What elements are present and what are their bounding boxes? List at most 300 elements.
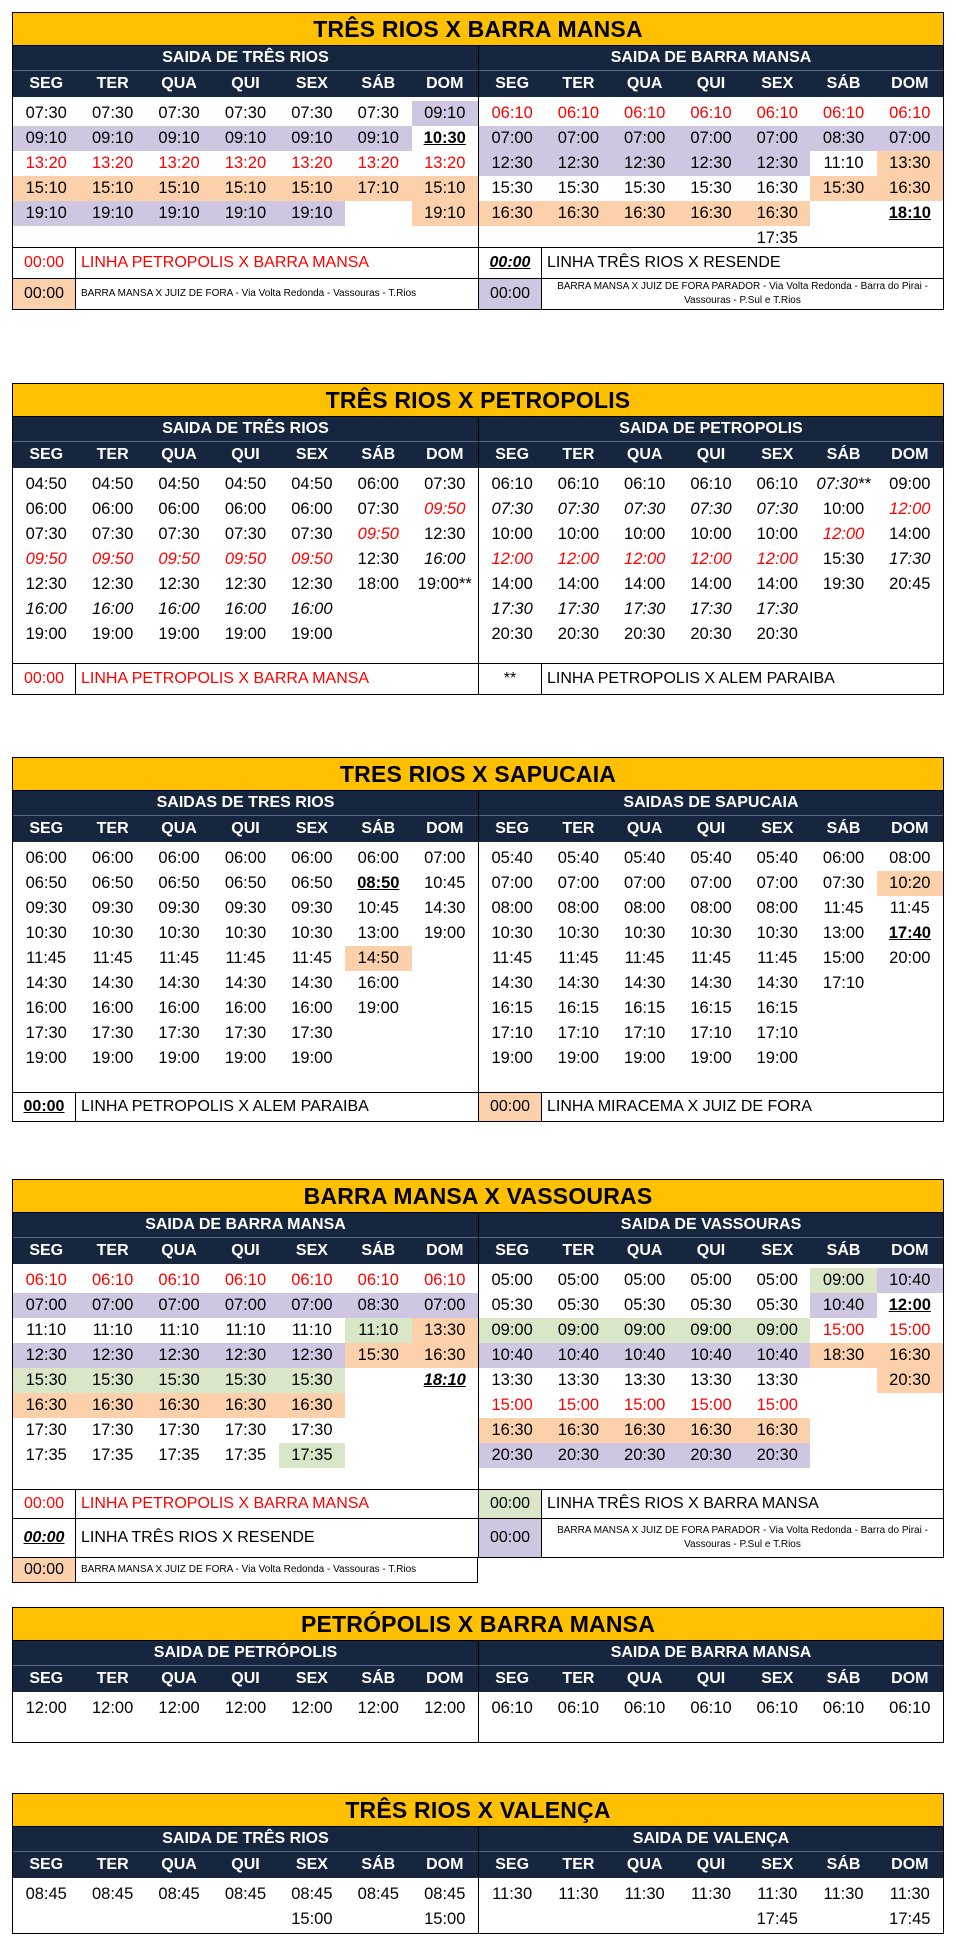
time-cell: 07:00 [744,126,810,151]
time-cell: 10:00 [690,525,732,543]
schedule-row [13,871,478,896]
time-cell: 10:30 [491,924,533,942]
time-cell: 06:00 [91,500,134,518]
departures-left [13,1827,478,1933]
time-cell: 10:30 [423,129,466,147]
time-cell: 12:00 [357,1699,399,1717]
schedule-row [479,1268,943,1293]
time-cell: 15:30 [79,1368,145,1393]
time-cell: 16:30 [744,201,810,226]
time-cell: 07:00 [624,874,666,892]
schedule-row [13,1443,478,1468]
time-cell: 09:50 [224,550,267,568]
time-cell: 11:45 [889,899,930,917]
weekday-label: SEX [761,446,794,463]
schedule-row [479,1443,943,1468]
time-cell: 11:45 [690,949,732,967]
time-cell: 13:20 [357,154,399,172]
time-cell: 19:10 [279,201,345,226]
weekday-label: QUI [696,820,726,837]
time-cell: 14:50 [345,946,411,971]
time-cell: 12:00 [756,550,798,568]
legend-swatch: 00:00 [479,248,542,278]
weekday-label: DOM [891,1670,929,1687]
weekday-header [479,70,943,97]
time-cell: 11:45 [159,949,200,967]
schedule-row [479,871,943,896]
time-cell: 15:30 [345,1343,411,1368]
schedule-row [13,1907,478,1932]
time-cell: 07:30 [624,500,666,518]
time-cell: 12:30 [479,151,545,176]
time-cell: 19:00** [417,575,472,593]
time-cell: 20:00 [889,949,931,967]
time-cell: 10:00 [756,525,798,543]
time-cell: 11:30 [624,1885,665,1903]
schedule-row [479,1343,943,1368]
departures-right [478,791,943,1092]
time-cell: 17:30 [557,600,600,618]
weekday-label: SÁB [826,1856,861,1873]
time-cell [877,996,943,1021]
timetable-grid [12,791,944,1093]
schedule-rows [479,1264,943,1489]
time-cell [345,201,411,226]
time-cell: 20:30 [491,625,533,643]
legend-swatch: 00:00 [13,1519,76,1557]
departure-subtitle: SAIDA DE BARRA MANSA [13,1213,478,1237]
weekday-label: QUA [626,1242,663,1259]
legend-text: LINHA PETROPOLIS X BARRA MANSA [81,670,370,687]
schedule-row [479,1046,943,1071]
time-cell: 09:10 [79,126,145,151]
schedule-row [13,1343,478,1368]
time-cell: 05:40 [624,849,666,867]
weekday-label: QUA [161,820,197,837]
time-cell: 07:30 [822,874,865,892]
departure-subtitle: SAIDA DE PETROPOLIS [479,417,943,441]
time-cell: 16:30 [756,179,798,197]
departures-right [478,46,943,247]
time-cell [877,597,943,622]
time-cell: 19:30 [822,575,865,593]
time-cell: 11:45 [291,949,332,967]
time-cell: 06:10 [756,1699,798,1717]
weekday-label: SÁB [361,446,396,463]
time-cell: 16:30 [479,201,545,226]
time-cell: 10:00 [822,500,865,518]
time-cell: 09:50 [424,500,466,518]
table-title: TRES RIOS X SAPUCAIA [12,757,944,791]
time-cell: 19:00 [357,999,399,1017]
time-cell: 19:00 [424,924,466,942]
time-cell: 14:00 [491,575,533,593]
schedule-row [13,1293,478,1318]
schedule-rows [13,468,478,663]
time-cell: 15:10 [412,176,478,201]
schedule-rows [13,1878,478,1933]
time-cell: 17:35 [158,1446,200,1464]
time-cell: 14:30 [624,974,666,992]
time-cell: 07:00 [557,874,600,892]
time-cell: 07:30 [424,475,466,493]
weekday-label: DOM [891,446,929,463]
weekday-label: SEG [29,1670,64,1687]
time-cell: 15:30 [279,1368,345,1393]
legend-text: BARRA MANSA X JUIZ DE FORA PARADOR - Via Volta Redonda - Barra do Pirai - Vassouras - P.Sul e T.Rios [557,1525,928,1550]
schedule-rows [13,842,478,1092]
legend-text: LINHA PETROPOLIS X ALEM PARAIBA [547,670,835,687]
legend-text: BARRA MANSA X JUIZ DE FORA - Via Volta Redonda - Vassouras - T.Rios [81,1564,417,1575]
time-cell: 13:30 [491,1371,533,1389]
time-cell: 04:50 [25,475,67,493]
time-cell: 07:00 [491,874,533,892]
weekday-label: SEX [295,1856,328,1873]
time-cell: 14:00 [889,525,931,543]
time-cell: 06:50 [91,874,134,892]
time-cell: 06:00 [91,849,134,867]
time-cell: 06:10 [889,1699,931,1717]
time-cell: 14:30 [224,974,267,992]
time-cell: 06:10 [224,1271,267,1289]
time-cell: 17:10 [345,176,411,201]
schedule-row [13,1046,478,1071]
time-cell: 08:45 [91,1885,134,1903]
weekday-label: QUI [231,1670,260,1687]
time-cell: 10:45 [357,899,399,917]
legend-text: LINHA MIRACEMA X JUIZ DE FORA [547,1098,812,1115]
time-cell: 19:10 [146,201,212,226]
time-cell: 19:00 [756,1049,798,1067]
legend-swatch: 00:00 [13,279,76,309]
schedule-row [479,1393,943,1418]
time-cell: 06:10 [491,475,533,493]
time-cell [810,1418,876,1443]
weekday-label: SEG [495,1856,530,1873]
time-cell: 13:30 [557,1371,600,1389]
schedule-row [479,1418,943,1443]
weekday-label: DOM [426,820,464,837]
weekday-label: QUA [626,75,663,92]
time-cell: 07:30 [158,104,200,122]
weekday-label: SÁB [361,75,396,92]
time-cell: 13:30 [756,1371,798,1389]
schedule-rows [479,1692,943,1742]
departure-subtitle: SAIDA DE BARRA MANSA [479,46,943,70]
weekday-label: QUA [626,446,663,463]
schedule-row [13,101,478,126]
weekday-header [479,1851,943,1878]
time-cell [13,1907,79,1932]
time-cell: 20:30 [690,625,732,643]
time-cell [412,1418,478,1443]
schedule-row [13,846,478,871]
time-cell: 16:30 [479,1418,545,1443]
time-cell: 20:30 [557,625,600,643]
schedule-row [479,971,943,996]
time-cell: 06:10 [557,1699,600,1717]
time-cell: 17:35 [279,1443,345,1468]
time-cell: 08:45 [424,1885,466,1903]
time-cell: 11:30 [889,1885,930,1903]
time-cell: 05:40 [690,849,732,867]
time-cell: 13:30 [877,151,943,176]
time-cell: 17:30 [491,600,533,618]
weekday-label: QUA [161,1856,197,1873]
time-cell [79,1907,145,1932]
time-cell: 19:00 [91,1049,134,1067]
time-cell: 06:10 [557,475,600,493]
departure-subtitle: SAIDAS DE SAPUCAIA [479,791,943,815]
time-cell [877,1443,943,1468]
time-cell: 04:50 [224,475,267,493]
time-cell: 12:30 [291,575,333,593]
schedule-rows [479,842,943,1092]
schedule-rows [13,1692,478,1742]
time-cell: 11:30 [558,1885,599,1903]
time-cell: 15:10 [79,176,145,201]
weekday-label: TER [562,1670,595,1687]
weekday-label: DOM [426,75,464,92]
departures-left [13,1213,478,1489]
schedule-row [479,572,943,597]
time-cell: 14:00 [557,575,600,593]
time-cell [412,1046,478,1071]
time-cell [810,1021,876,1046]
time-cell: 14:30 [424,899,466,917]
weekday-label: QUA [161,1670,197,1687]
time-cell: 20:30 [756,625,798,643]
time-cell [877,622,943,647]
time-cell: 16:00 [357,974,399,992]
legend-text: LINHA PETROPOLIS X ALEM PARAIBA [81,1098,369,1115]
time-cell: 18:10 [888,204,931,222]
time-cell: 14:30 [291,974,333,992]
time-cell: 05:00 [557,1271,600,1289]
legend-row [12,1519,944,1558]
time-cell: 17:10 [624,1024,666,1042]
time-cell: 10:40 [612,1343,678,1368]
time-cell: 16:00 [91,600,134,618]
weekday-label: QUA [626,820,663,837]
time-cell: 06:50 [291,874,333,892]
departures-right [478,1827,943,1933]
time-cell: 16:30 [612,1418,678,1443]
time-cell: 17:40 [888,924,931,942]
time-cell: 12:00 [424,1699,466,1717]
time-cell: 20:45 [889,575,931,593]
legend-swatch: 00:00 [13,248,76,278]
time-cell: 16:30 [212,1393,278,1418]
time-cell: 06:10 [690,104,732,122]
time-cell: 17:45 [756,1910,798,1928]
schedule-row [13,1882,478,1907]
time-cell: 06:00 [25,849,67,867]
weekday-label: QUI [231,1856,260,1873]
time-cell: 05:40 [557,849,600,867]
timetable-block [12,1793,944,1934]
time-cell: 16:30 [744,1418,810,1443]
schedule-row [13,126,478,151]
time-cell: 13:20 [424,154,466,172]
weekday-label: DOM [426,1856,464,1873]
time-cell: 15:00 [424,1910,466,1928]
time-cell: 05:30 [624,1296,666,1314]
time-cell: 05:00 [624,1271,666,1289]
time-cell: 15:00 [624,1396,666,1414]
time-cell [345,1368,411,1393]
time-cell: 17:35 [224,1446,267,1464]
time-cell: 19:00 [491,1049,533,1067]
time-cell: 05:00 [690,1271,732,1289]
time-cell: 11:10 [92,1321,133,1339]
time-cell: 04:50 [291,475,333,493]
time-cell: 08:00 [889,849,931,867]
weekday-label: SEG [495,75,530,92]
time-cell: 16:30 [612,201,678,226]
legend-swatch: 00:00 [479,1490,542,1518]
time-cell: 06:10 [357,1271,399,1289]
time-cell: 06:10 [624,475,666,493]
schedule-row [479,522,943,547]
time-cell [345,622,411,647]
time-cell: 04:50 [158,475,200,493]
weekday-label: SÁB [826,820,861,837]
time-cell: 06:10 [291,1271,333,1289]
time-cell: 16:00 [158,999,200,1017]
time-cell: 15:30 [146,1368,212,1393]
time-cell: 07:30 [91,104,134,122]
legend-row [12,1490,944,1519]
time-cell: 10:40 [545,1343,611,1368]
weekday-label: SÁB [826,1242,861,1259]
legend-item [13,1519,478,1557]
weekday-label: QUI [696,1242,726,1259]
time-cell: 15:30 [810,176,876,201]
time-cell: 06:00 [291,500,333,518]
weekday-label: SEX [295,1670,328,1687]
legend-swatch: ** [479,664,542,694]
time-cell: 07:30 [291,525,333,543]
time-cell: 09:50 [158,550,200,568]
weekday-label: QUI [696,1856,726,1873]
departure-subtitle: SAIDA DE TRÊS RIOS [13,417,478,441]
timetable-block [12,383,944,695]
weekday-label: QUI [231,1242,260,1259]
schedule-row [479,497,943,522]
schedule-row [13,1418,478,1443]
weekday-label: QUI [231,446,260,463]
time-cell: 15:00 [491,1396,533,1414]
time-cell: 12:00 [624,550,666,568]
weekday-label: QUA [626,1670,663,1687]
time-cell: 16:15 [491,999,533,1017]
time-cell: 16:00 [91,999,134,1017]
time-cell: 08:00 [557,899,600,917]
time-cell: 07:00 [545,126,611,151]
weekday-label: DOM [426,1242,464,1259]
schedule-row [13,597,478,622]
time-cell: 06:50 [158,874,200,892]
legend-text: BARRA MANSA X JUIZ DE FORA PARADOR - Via Volta Redonda - Barra do Pirai - Vassouras - P.Sul e T.Rios [557,281,928,306]
time-cell: 18:10 [423,1371,466,1389]
legend-item [13,248,478,278]
departures-left [13,1641,478,1742]
time-cell: 15:00 [822,1321,865,1339]
schedule-row [479,996,943,1021]
time-cell [345,1443,411,1468]
time-cell: 13:30 [412,1318,478,1343]
time-cell: 09:30 [224,899,267,917]
schedule-row [479,622,943,647]
time-cell: 07:00 [690,874,732,892]
schedule-row [13,1393,478,1418]
time-cell: 06:10 [822,104,865,122]
weekday-label: SEX [295,75,328,92]
departures-left [13,417,478,663]
time-cell: 17:10 [822,974,865,992]
time-cell: 15:00 [822,949,865,967]
time-cell: 17:45 [889,1910,931,1928]
time-cell: 10:20 [877,871,943,896]
time-cell: 15:30 [212,1368,278,1393]
schedule-rows [479,97,943,247]
schedule-row [13,921,478,946]
time-cell: 13:20 [25,154,67,172]
time-cell: 11:45 [92,949,133,967]
weekday-header [13,1665,478,1692]
time-cell: 09:10 [279,126,345,151]
time-cell [810,201,876,226]
legend-text: LINHA TRÊS RIOS X RESENDE [81,1529,315,1546]
weekday-label: SÁB [826,446,861,463]
legend-text: LINHA PETROPOLIS X BARRA MANSA [81,1495,370,1512]
schedule-row [13,572,478,597]
schedule-row [479,1696,943,1721]
time-cell: 07:00 [424,849,466,867]
schedule-row [479,896,943,921]
legend-swatch: 00:00 [13,664,76,694]
time-cell: 17:10 [690,1024,732,1042]
time-cell: 07:30 [224,104,267,122]
time-cell: 06:10 [756,475,798,493]
time-cell: 14:30 [756,974,798,992]
weekday-label: DOM [891,1856,929,1873]
time-cell: 09:30 [291,899,333,917]
time-cell [877,1046,943,1071]
weekday-label: QUI [696,75,726,92]
time-cell: 17:30 [158,1421,200,1439]
schedule-rows [479,1878,943,1933]
time-cell: 16:15 [756,999,798,1017]
time-cell: 12:30 [678,151,744,176]
time-cell: 13:00 [357,924,399,942]
weekday-label: SEX [761,1242,794,1259]
time-cell: 10:40 [877,1268,943,1293]
weekday-label: SEX [295,820,328,837]
weekday-label: QUA [626,1856,663,1873]
legend-item [13,1093,478,1121]
time-cell: 15:00 [291,1910,333,1928]
time-cell: 19:00 [158,1049,200,1067]
time-cell: 19:00 [224,625,267,643]
time-cell: 08:00 [756,899,798,917]
time-cell [146,1907,212,1932]
time-cell: 12:30 [212,1343,278,1368]
time-cell: 11:10 [225,1321,266,1339]
time-cell [345,597,411,622]
time-cell: 09:10 [146,126,212,151]
